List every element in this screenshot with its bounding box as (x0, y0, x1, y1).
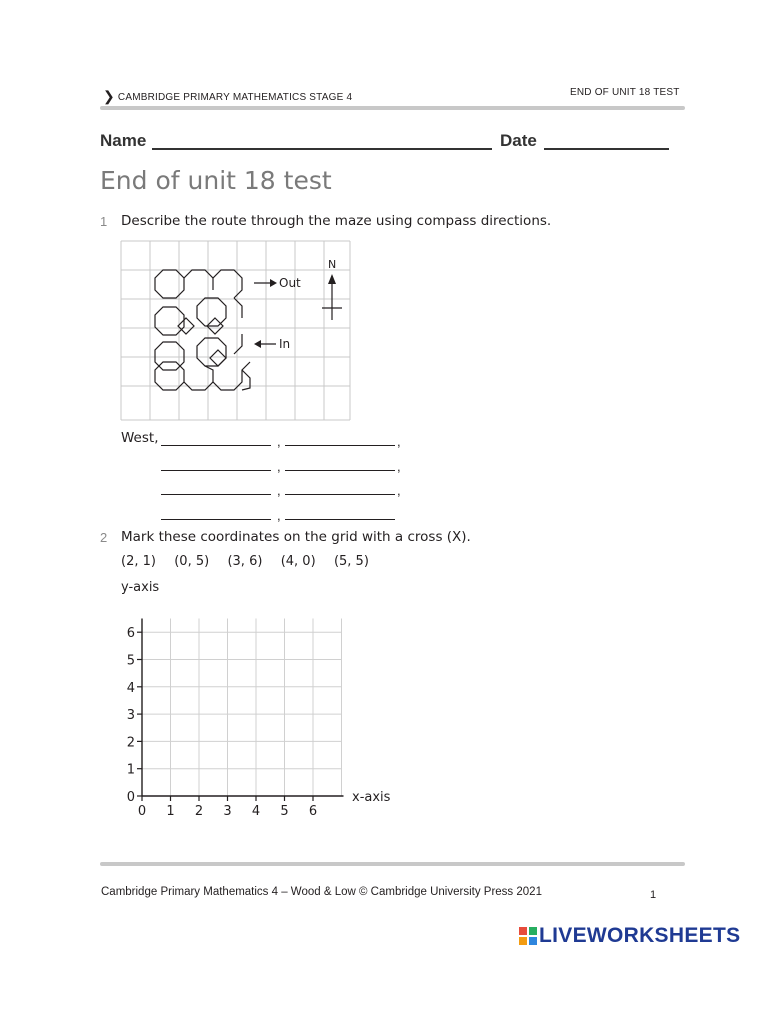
y-tick-label: 0 (126, 790, 135, 805)
maze-grid (121, 241, 350, 420)
chevron-right-icon: ❯ (103, 88, 115, 104)
header-divider (100, 106, 685, 110)
answer-blank[interactable] (285, 445, 395, 446)
answer-blank[interactable] (161, 494, 271, 495)
compass-arrow-icon (328, 274, 336, 284)
y-tick-label: 4 (126, 680, 135, 696)
x-tick-label: 0 (137, 804, 147, 819)
coordinate-list (121, 554, 369, 569)
page-number: 1 (650, 889, 657, 901)
x-tick-label: 1 (166, 804, 175, 819)
coordinate-item: (5, 5) (333, 554, 369, 569)
x-tick-label: 6 (308, 804, 318, 819)
x-tick-label: 2 (194, 804, 204, 819)
question-2-text: Mark these coordinates on the grid with a cross (X). (121, 529, 471, 545)
liveworksheets-logo (519, 924, 740, 948)
out-arrow-head (270, 279, 277, 287)
compass-north-label: N (328, 258, 337, 271)
y-axis-label: y-axis (121, 580, 160, 595)
y-tick-label: 6 (126, 626, 135, 642)
answer-blank[interactable] (161, 470, 271, 471)
question-1-number: 1 (100, 214, 108, 229)
header-left: ❯ CAMBRIDGE PRIMARY MATHEMATICS STAGE 4 (103, 88, 353, 104)
brand-name: LIVEWORKSHEETS (539, 924, 741, 947)
date-field[interactable] (544, 148, 669, 150)
answer-blank[interactable] (161, 519, 271, 520)
coordinate-item: (2, 1) (121, 554, 156, 569)
y-tick-label: 1 (126, 762, 135, 778)
maze-in-label: In (279, 337, 291, 351)
coordinate-grid-chart[interactable] (110, 575, 410, 825)
question-2-number: 2 (100, 530, 108, 545)
maze-out-label: Out (279, 276, 301, 290)
maze-walls (155, 270, 250, 390)
in-arrow-head (254, 340, 261, 348)
question-1-text: Describe the route through the maze using compass directions. (121, 213, 552, 229)
answer-start-label: West, (121, 430, 159, 446)
liveworksheets-icon (519, 927, 537, 945)
answer-blank[interactable] (161, 445, 271, 446)
coordinate-item: (0, 5) (174, 554, 210, 569)
page-title: End of unit 18 test (100, 166, 332, 195)
coordinate-item: (3, 6) (227, 554, 263, 569)
name-label: Name (100, 131, 147, 150)
maze-figure (118, 238, 358, 424)
x-tick-label: 4 (251, 804, 261, 819)
x-tick-label: 3 (223, 804, 232, 819)
x-tick-label: 5 (280, 804, 289, 819)
header-right: END OF UNIT 18 TEST (570, 87, 680, 98)
y-tick-label: 2 (126, 735, 135, 751)
coordinate-item: (4, 0) (280, 554, 316, 569)
x-axis-label: x-axis (352, 790, 391, 805)
footer-text: Cambridge Primary Mathematics 4 – Wood & Low © Cambridge University Press 2021 (101, 886, 542, 898)
answer-blank[interactable] (285, 519, 395, 520)
date-label: Date (500, 131, 537, 150)
answer-blank[interactable] (285, 494, 395, 495)
footer-divider (100, 862, 685, 866)
answer-blank[interactable] (285, 470, 395, 471)
y-tick-label: 3 (126, 708, 135, 724)
name-field[interactable] (152, 148, 492, 150)
y-tick-label: 5 (126, 653, 135, 669)
